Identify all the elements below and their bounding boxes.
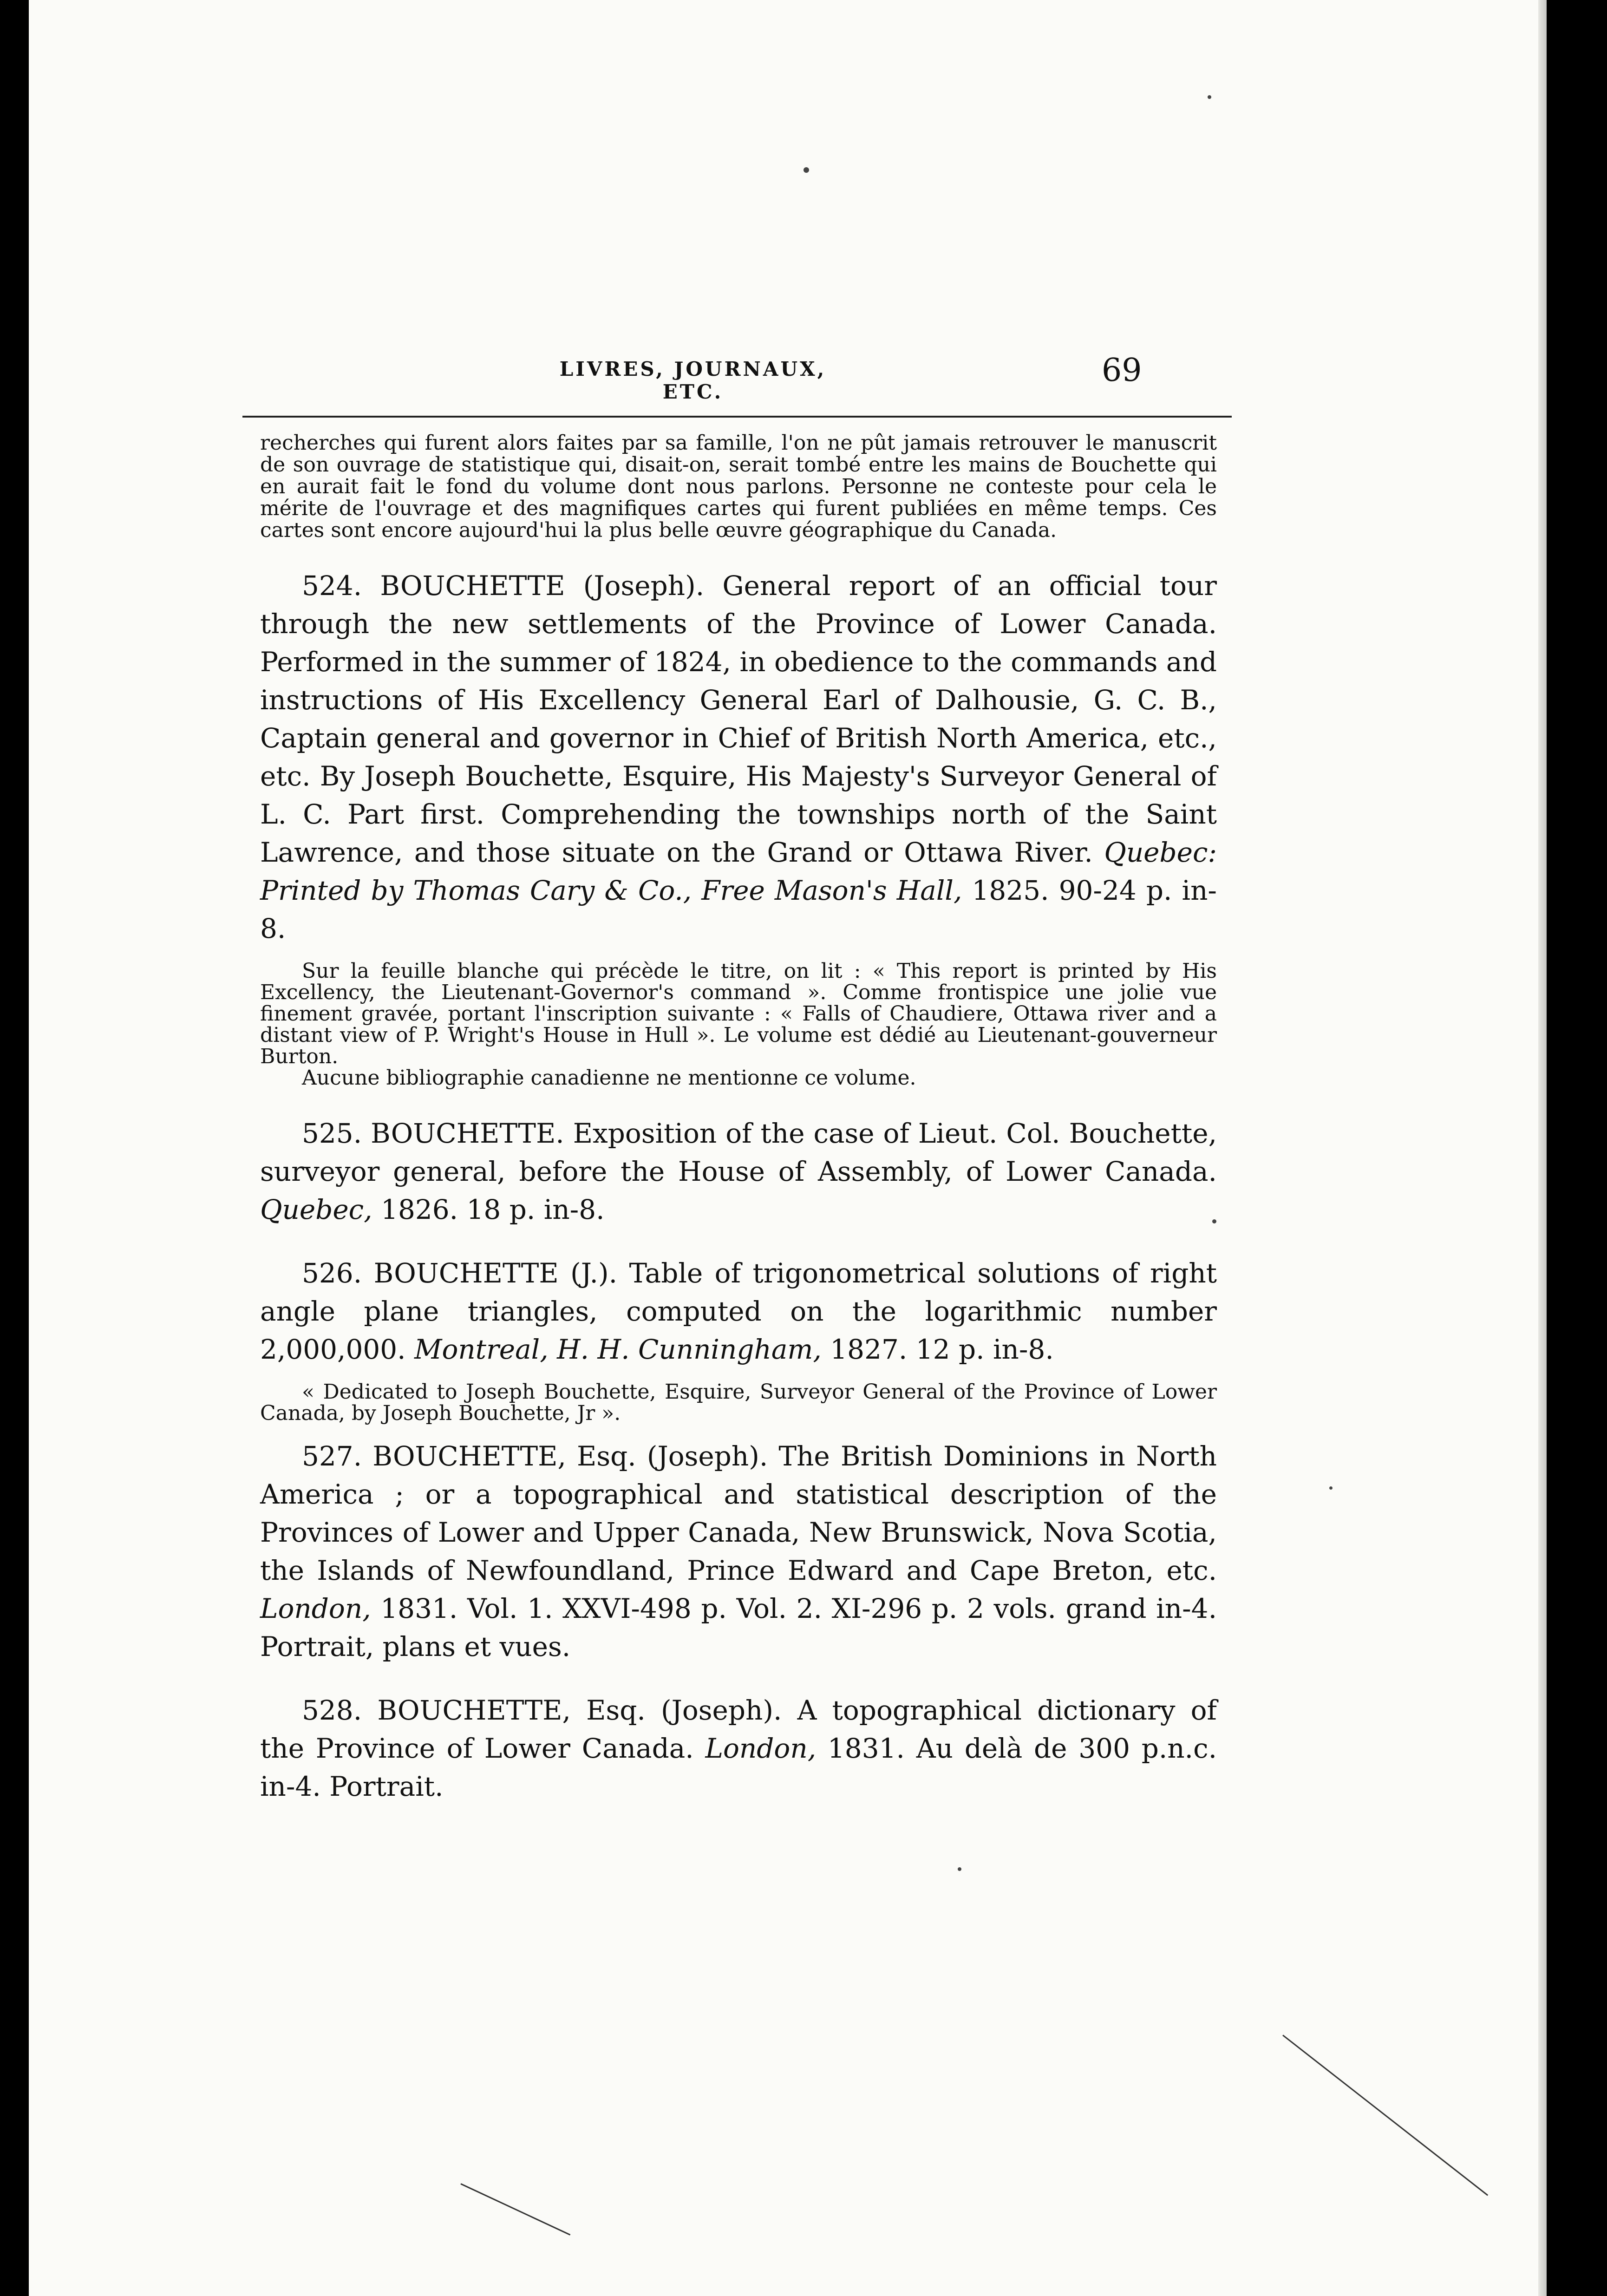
entry-imprint: London, bbox=[260, 1593, 371, 1624]
entry-title: Exposition of the case of Lieut. Col. Bouchette, surveyor general, before the House of Assembly, of Lower Canada. bbox=[260, 1118, 1217, 1187]
entry-number: 527. bbox=[302, 1440, 362, 1472]
entry-note: « Dedicated to Joseph Bouchette, Esquire, Surveyor General of the Province of Lower Canada, by Joseph Bouchette, Jr ». bbox=[260, 1380, 1217, 1425]
entry-528 bbox=[260, 1691, 1217, 1805]
header-rule bbox=[242, 416, 1232, 418]
page-number: 69 bbox=[1102, 352, 1142, 389]
entry-note: Aucune bibliographie canadienne ne mentionne ce volume. bbox=[302, 1066, 916, 1090]
entry-imprint: London, bbox=[705, 1733, 817, 1764]
header-title: LIVRES, JOURNAUX, ETC. bbox=[559, 358, 827, 403]
page-body bbox=[260, 432, 1217, 1805]
entry-number: 526. bbox=[302, 1257, 362, 1289]
entry-title: Table of trigonometrical solutions of right angle plane triangles, computed on the logarithmic number 2,000,000. bbox=[260, 1257, 1217, 1365]
entry-author: BOUCHETTE. bbox=[371, 1118, 564, 1149]
entry-imprint: Montreal, H. H. Cunningham, bbox=[414, 1334, 822, 1365]
entry-number: 524. bbox=[302, 570, 362, 602]
entry-paragraph bbox=[260, 1254, 1217, 1368]
entry-note: Sur la feuille blanche qui précède le titre, on lit : « This report is printed by His Excellency, the Lieutenant-Governor's command ». Comme frontispice une jolie vue finement gravée, portant l'inscription suivante : « Falls of Chaudiere, Ottawa river and a distant view of P. Wright's House in Hull ». Le volume est dédié au Lieutenant-gouverneur Burton. bbox=[260, 959, 1217, 1068]
scan-speck bbox=[958, 1867, 961, 1871]
entry-collation: 1826. 18 p. in-8. bbox=[381, 1194, 605, 1225]
entry-author: BOUCHETTE (J.). bbox=[373, 1257, 618, 1289]
entry-paragraph bbox=[260, 1114, 1217, 1229]
entry-author: BOUCHETTE, Esq. (Joseph). bbox=[372, 1440, 768, 1472]
entry-author: BOUCHETTE (Joseph). bbox=[380, 570, 705, 602]
entry-paragraph bbox=[260, 1691, 1217, 1805]
entry-number: 528. bbox=[302, 1694, 362, 1726]
scan-speck bbox=[1329, 1486, 1333, 1490]
entry-title: General report of an official tour through the new settlements of the Province of Lower Canada. Performed in the summer of 1824, in obedience to the commands and instructions of His Excellency General Earl of Dalhousie, G. C. B., Captain general and governor in Chief of British North America, etc., etc. By Joseph Bouchette, Esquire, His Majesty's Surveyor General of L. C. Part first. Comprehending the townships north of the Saint Lawrence, and those situate on the Grand or Ottawa River. bbox=[260, 570, 1217, 868]
scan-speck bbox=[1212, 1219, 1216, 1223]
entry-number: 525. bbox=[302, 1118, 362, 1149]
scan-scratch bbox=[1282, 2034, 1488, 2196]
entry-collation: 1827. 12 p. in-8. bbox=[830, 1334, 1054, 1365]
running-header bbox=[270, 352, 1199, 403]
entry-collation: 1825. 90-24 p. in-8. bbox=[260, 875, 1217, 944]
scan-scratch bbox=[460, 2183, 570, 2236]
entry-title: The British Dominions in North America ; or a topographical and statistical description of the Provinces of Lower and Upper Canada, New Brunswick, Nova Scotia, the Islands of Newfoundland, Prince Edward and Cape Breton, etc. bbox=[260, 1440, 1217, 1586]
entry-525 bbox=[260, 1114, 1217, 1229]
entry-paragraph bbox=[260, 567, 1217, 948]
entry-author: BOUCHETTE, Esq. (Joseph). bbox=[377, 1694, 782, 1726]
scanned-page bbox=[29, 0, 1547, 2296]
entry-imprint: Quebec, bbox=[260, 1194, 372, 1225]
entry-524 bbox=[260, 567, 1217, 1089]
entry-collation: 1831. Vol. 1. XXVI-498 p. Vol. 2. XI-296 p. 2 vols. grand in-4. Portrait, plans et vues. bbox=[260, 1593, 1217, 1662]
entry-imprint: Quebec: Printed by Thomas Cary & Co., Free Mason's Hall, bbox=[260, 837, 1217, 906]
page-edge-shadow bbox=[1538, 0, 1547, 2296]
intro-paragraph: recherches qui furent alors faites par sa famille, l'on ne pût jamais retrouver le manuscrit de son ouvrage de statistique qui, disait-on, serait tombé entre les mains de Bouchette qui en aurait fait le fond du volume dont nous parlons. Personne ne conteste pour cela le mérite de l'ouvrage et des magnifiques cartes qui furent publiées en même temps. Ces cartes sont encore aujourd'hui la plus belle œuvre géographique du Canada. bbox=[260, 431, 1217, 542]
entry-collation: 1831. Au delà de 300 p.n.c. in-4. Portrait. bbox=[260, 1733, 1217, 1802]
scan-speck bbox=[804, 167, 809, 173]
entry-paragraph bbox=[260, 1437, 1217, 1666]
scan-speck bbox=[1208, 95, 1211, 99]
entry-527 bbox=[260, 1437, 1217, 1666]
entry-title: A topographical dictionary of the Province of Lower Canada. bbox=[260, 1694, 1217, 1764]
entry-526 bbox=[260, 1254, 1217, 1424]
